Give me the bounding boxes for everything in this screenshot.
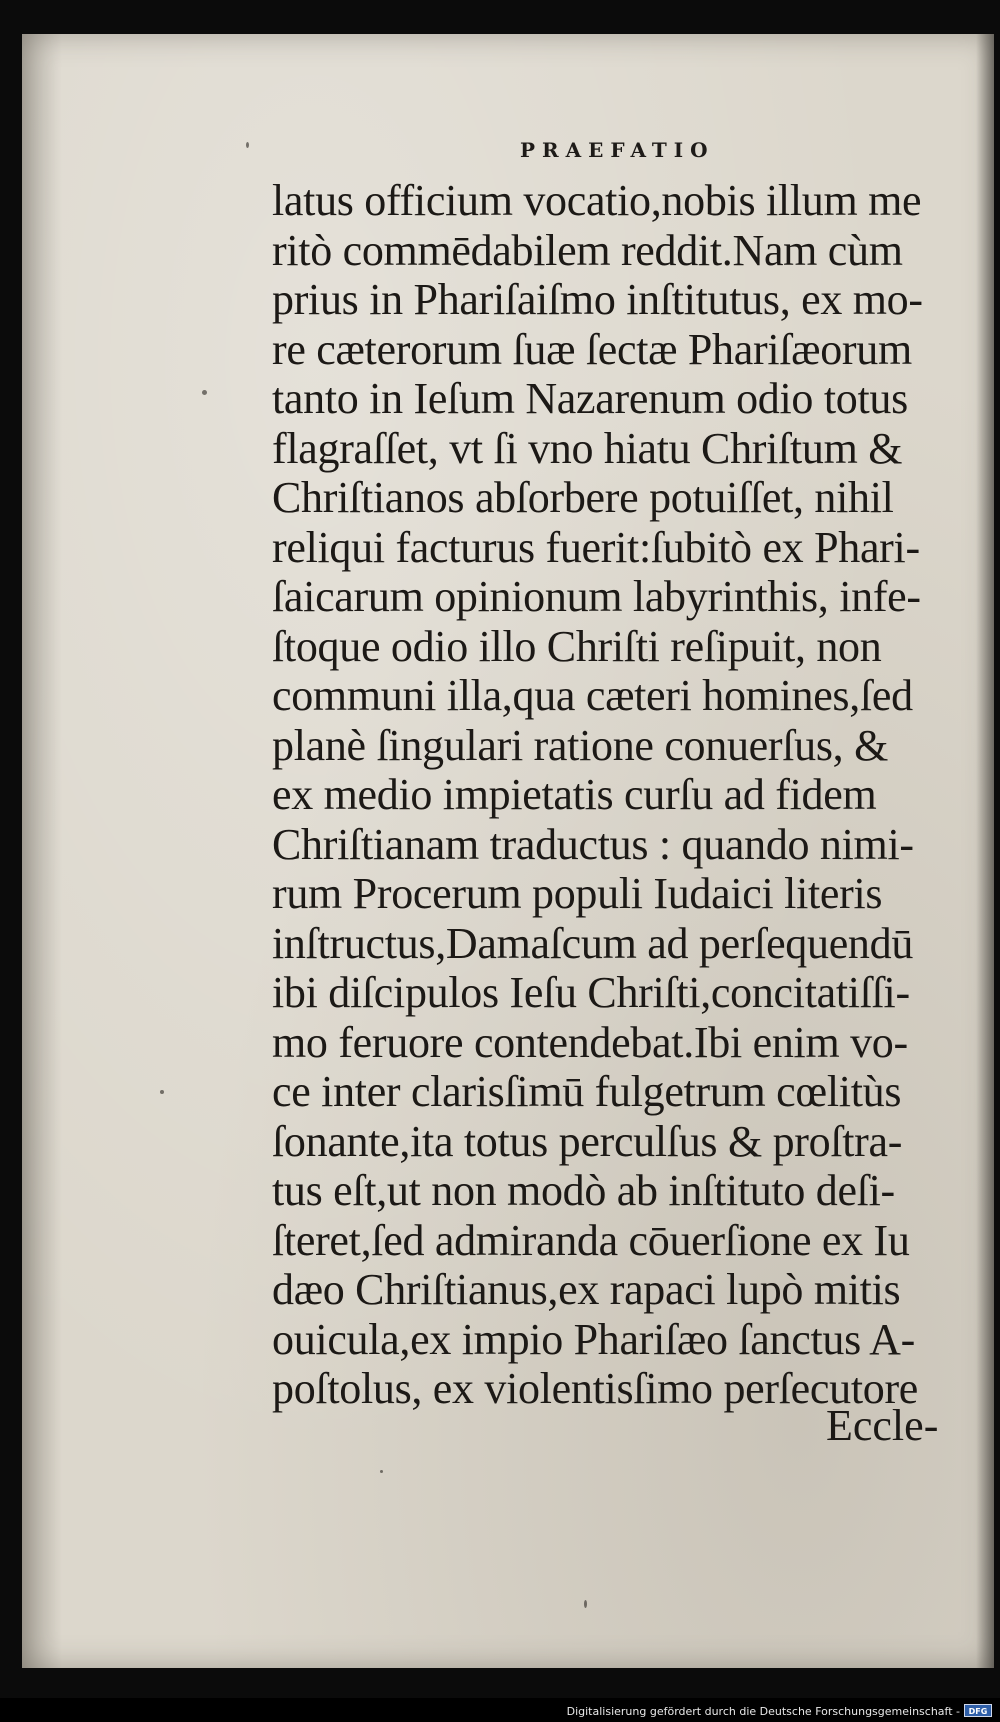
text-line: inſtructus,Damaſcum ad perſequendū [272, 918, 914, 968]
funding-credit: Digitalisierung gefördert durch die Deutsche Forschungsgemeinschaft - [566, 1705, 960, 1718]
text-line: planè ſingulari ratione conuerſus, & [272, 720, 889, 770]
paper-speck [380, 1470, 383, 1473]
text-line: ſaicarum opinionum labyrinthis, infe- [272, 572, 921, 621]
text-line: ritò commēdabilem reddit.Nam cùm [272, 225, 903, 275]
text-line: re cæterorum ſuæ ſectæ Phariſæorum [272, 324, 912, 374]
text-line: ſteret,ſed admiranda cōuerſione ex Iu [272, 1215, 910, 1265]
text-line: ce inter clarisſimū fulgetrum cœlitùs [272, 1067, 902, 1116]
text-line: mo feruore contendebat.Ibi enim vo- [272, 1017, 908, 1067]
text-line: ſonante,ita totus perculſus & proſtra- [272, 1116, 903, 1166]
text-line: reliqui facturus fuerit:ſubitò ex Phari- [272, 522, 920, 572]
catchword: Eccle- [826, 1401, 939, 1450]
paper-speck [584, 1600, 587, 1608]
running-head: PRAEFATIO [520, 138, 715, 162]
text-line: flagraſſet, vt ſi vno hiatu Chriſtum & [272, 423, 903, 473]
text-line: ouicula,ex impio Phariſæo ſanctus A- [272, 1314, 915, 1364]
text-line: prius in Phariſaiſmo inſtitutus, ex mo- [272, 275, 923, 324]
text-line: rum Procerum populi Iudaici literis [272, 869, 883, 918]
text-line: poſtolus, ex violentisſimo perſecutore [272, 1364, 919, 1413]
paper-speck [202, 390, 207, 395]
text-line: dæo Chriſtianus,ex rapaci lupò mitis [272, 1265, 901, 1314]
paper-speck [160, 1090, 164, 1094]
text-line: Chriſtianos abſorbere potuiſſet, nihil [272, 473, 894, 522]
text-line: latus officium vocatio,nobis illum me [272, 176, 922, 225]
body-text [272, 176, 984, 1414]
text-line: ſtoque odio illo Chriſti reſipuit, non [272, 621, 882, 671]
text-line: ex medio impietatis curſu ad fidem [272, 770, 877, 819]
text-line: tanto in Ieſum Nazarenum odio totus [272, 374, 908, 423]
text-line: communi illa,qua cæteri homines,ſed [272, 671, 913, 720]
paper-speck [246, 142, 249, 148]
dfg-logo: DFG [964, 1704, 992, 1717]
text-line: tus eſt,ut non modò ab inſtituto deſi- [272, 1166, 895, 1215]
footer-bar [0, 1698, 1000, 1722]
text-line: ibi diſcipulos Ieſu Chriſti,concitatiſſi- [272, 968, 910, 1017]
text-line: Chriſtianam traductus : quando nimi- [272, 819, 914, 869]
